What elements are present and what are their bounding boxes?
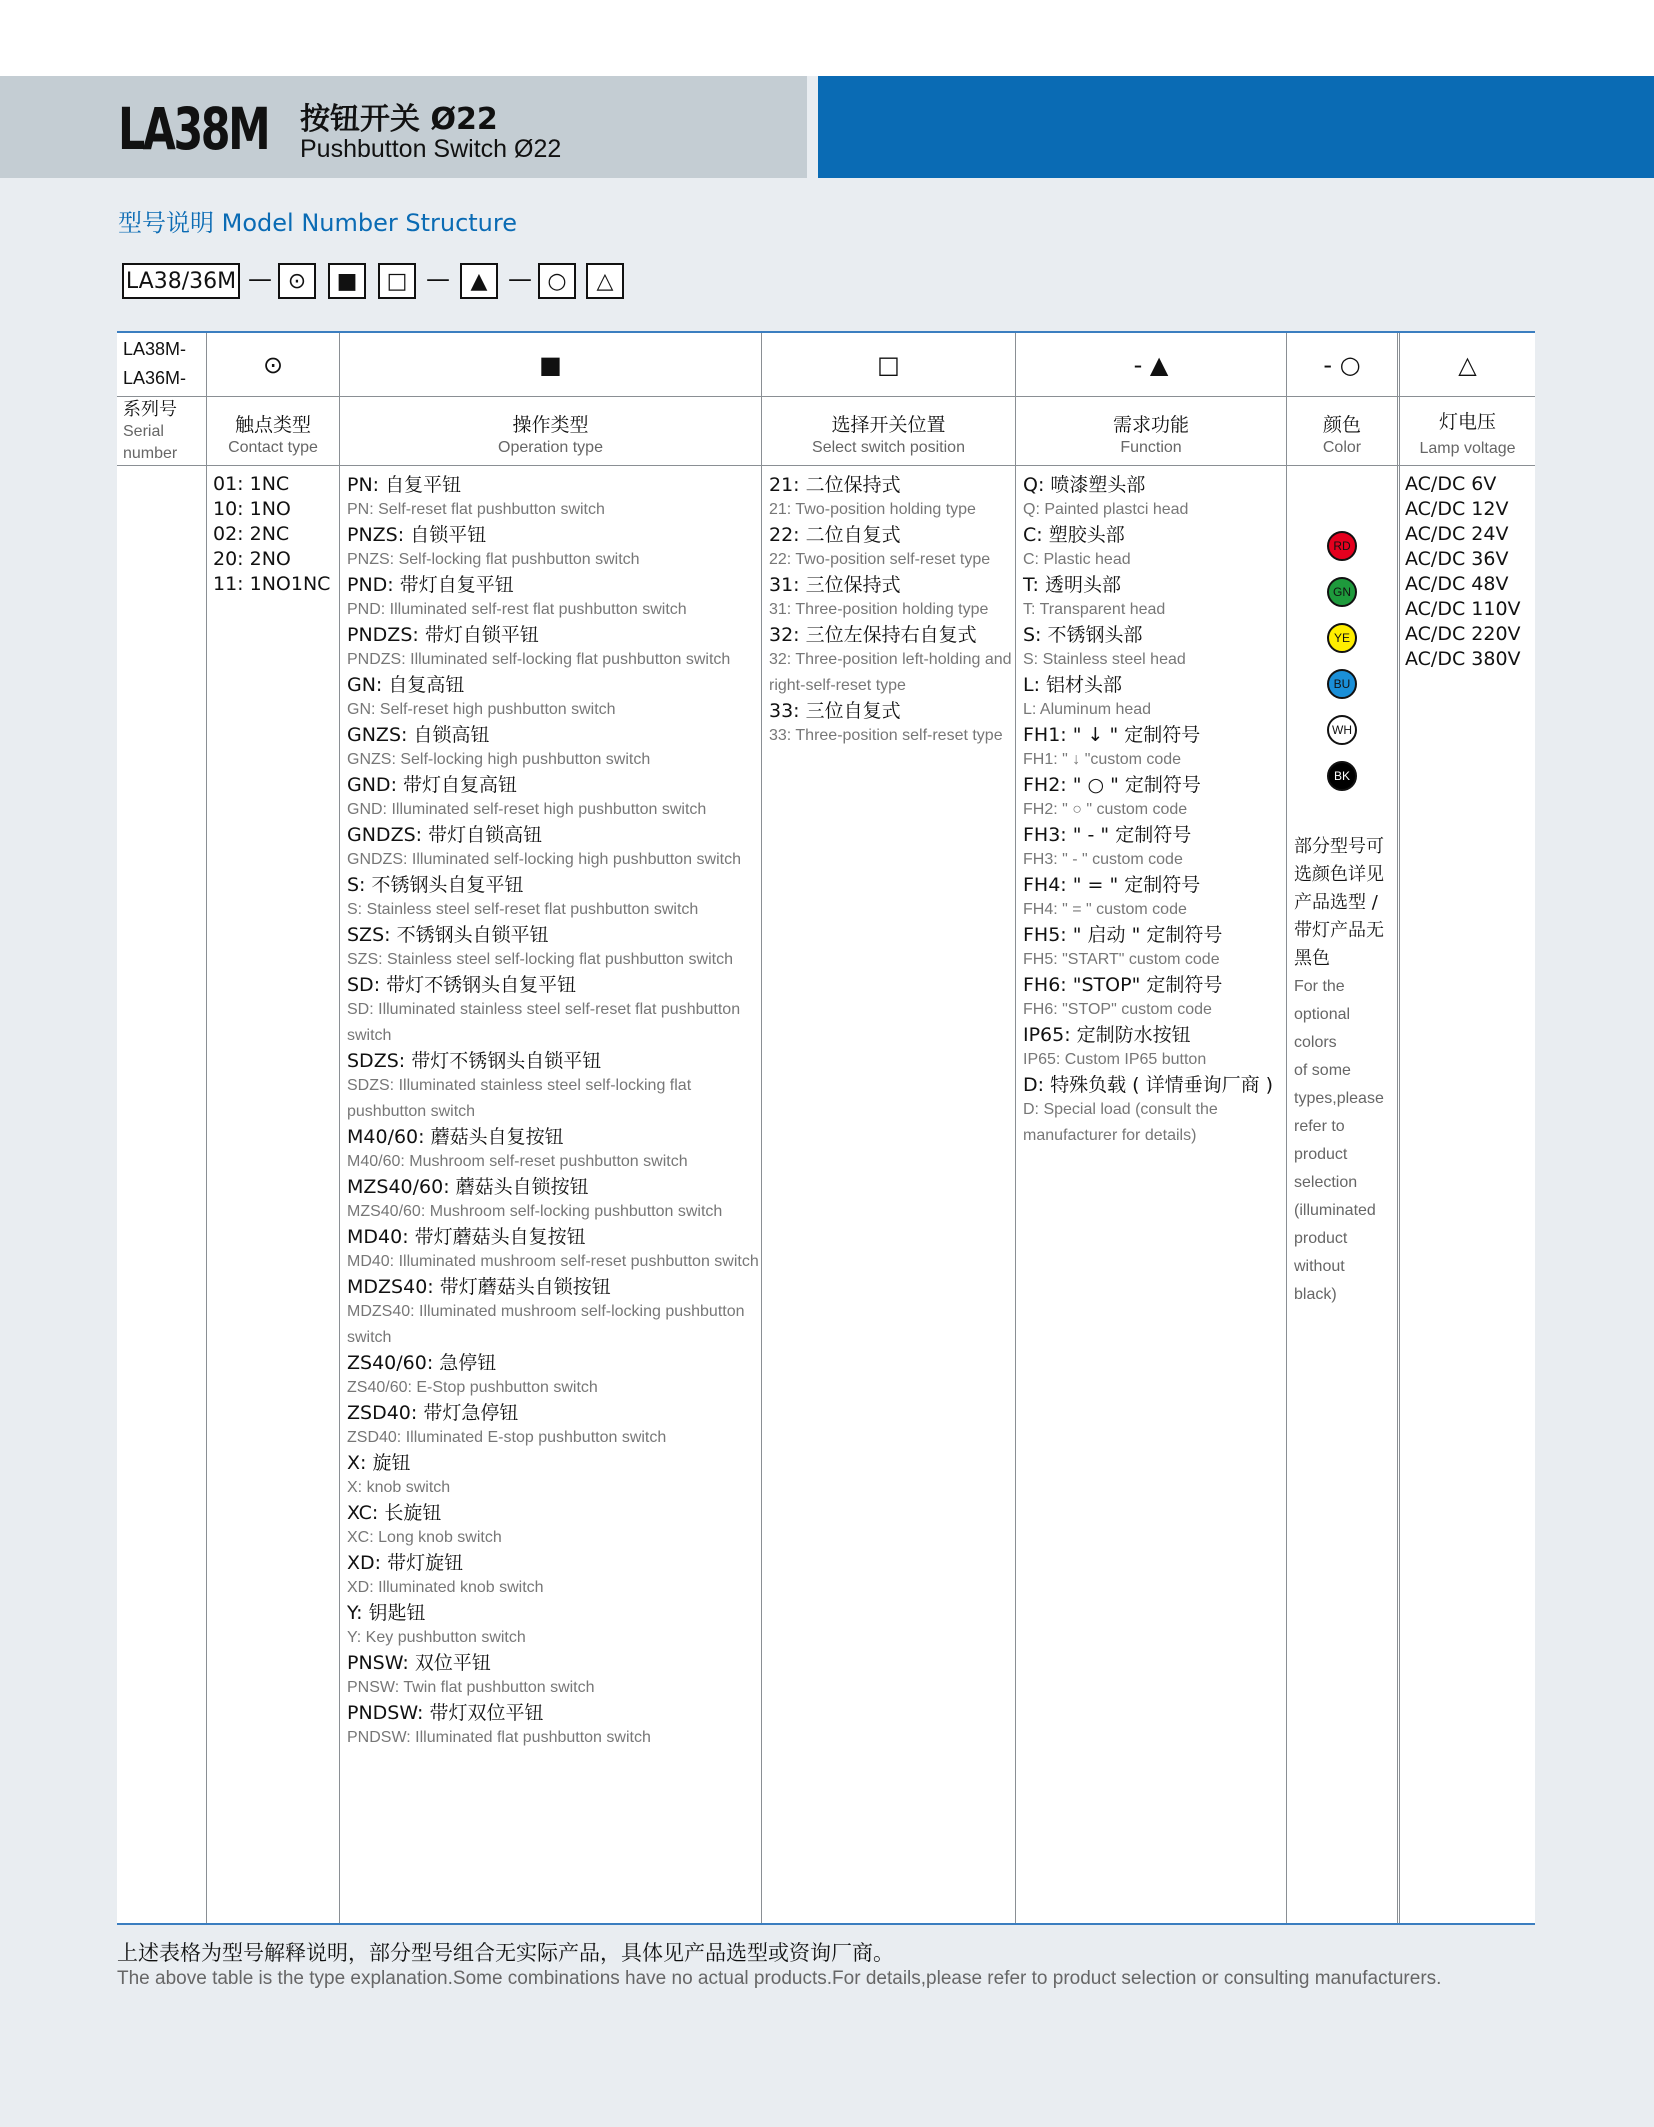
- operation-type-description: GN: Self-reset high pushbutton switch: [347, 701, 616, 718]
- color-note-line: product: [1294, 1230, 1348, 1247]
- switch-position-description: 22: Two-position self-reset type: [769, 551, 991, 568]
- operation-type-description: MDZS40: Illuminated mushroom self-locking pushbutton switch: [347, 1303, 745, 1346]
- series-code: LA38M-: [123, 339, 187, 359]
- contact-type-item: 10: 1NO: [213, 498, 291, 520]
- header-lamp-voltage: 灯电压 Lamp voltage: [1419, 411, 1516, 457]
- contact-type-list: [213, 472, 339, 597]
- top-margin: [0, 0, 1654, 76]
- color-swatch-wh: WH: [1327, 715, 1357, 745]
- color-note-line: optional: [1294, 1006, 1351, 1023]
- function-code: IP65: 定制防水按钮: [1023, 1024, 1191, 1046]
- function-code: FH4: " = " 定制符号: [1023, 874, 1201, 896]
- color-note-line: For the: [1294, 978, 1345, 995]
- switch-position-list: [769, 473, 1015, 749]
- operation-type-code: GNDZS: 带灯自锁高钮: [347, 824, 543, 846]
- color-note-line: 选颜色详见: [1294, 864, 1384, 885]
- operation-type-description: S: Stainless steel self-reset flat pushbutton switch: [347, 901, 699, 918]
- function-code: FH2: " ○ " 定制符号: [1023, 774, 1201, 796]
- operation-type-code: PNZS: 自锁平钮: [347, 524, 487, 546]
- function-code: FH6: "STOP" 定制符号: [1023, 974, 1223, 996]
- function-description: FH4: " = " custom code: [1023, 901, 1187, 918]
- operation-type-code: X: 旋钮: [347, 1452, 411, 1474]
- color-swatch-bk: BK: [1327, 761, 1357, 791]
- operation-type-code: XC: 长旋钮: [347, 1502, 442, 1524]
- color-swatches: [1287, 523, 1397, 823]
- color-note-line: types,please: [1294, 1090, 1384, 1107]
- operation-type-description: PNSW: Twin flat pushbutton switch: [347, 1679, 595, 1696]
- model-number: LA38M: [118, 95, 269, 163]
- color-swatch-rd: RD: [1327, 531, 1357, 561]
- function-code: T: 透明头部: [1023, 574, 1121, 596]
- color-swatch-bu: BU: [1327, 669, 1357, 699]
- switch-position-code: 33: 三位自复式: [769, 700, 901, 722]
- operation-type-code: SD: 带灯不锈钢头自复平钮: [347, 974, 577, 996]
- operation-type-description: GNDZS: Illuminated self-locking high pushbutton switch: [347, 851, 741, 868]
- lamp-voltage-item: AC/DC 220V: [1405, 623, 1521, 645]
- function-code: FH3: " - " 定制符号: [1023, 824, 1192, 846]
- contact-type-item: 01: 1NC: [213, 473, 290, 495]
- header-contact-type: 触点类型 Contact type: [228, 414, 318, 456]
- function-description: D: Special load (consult the manufacturer for details): [1023, 1101, 1218, 1144]
- function-description: T: Transparent head: [1023, 601, 1166, 618]
- operation-type-description: SZS: Stainless steel self-locking flat pushbutton switch: [347, 951, 733, 968]
- switch-position-code: 31: 三位保持式: [769, 574, 901, 596]
- operation-type-description: X: knob switch: [347, 1479, 451, 1496]
- operation-type-code: SZS: 不锈钢头自锁平钮: [347, 924, 549, 946]
- position-symbol: □: [877, 350, 900, 379]
- operation-type-code: S: 不锈钢头自复平钮: [347, 874, 524, 896]
- color-note-line: (illuminated: [1294, 1202, 1376, 1219]
- operation-type-description: MZS40/60: Mushroom self-locking pushbutton switch: [347, 1203, 723, 1220]
- color-note-line: black): [1294, 1286, 1337, 1303]
- contact-type-item: 02: 2NC: [213, 523, 290, 545]
- operation-type-code: Y: 钥匙钮: [347, 1602, 426, 1624]
- operation-type-code: PNDSW: 带灯双位平钮: [347, 1702, 544, 1724]
- operation-type-description: XC: Long knob switch: [347, 1529, 502, 1546]
- operation-type-description: PNDZS: Illuminated self-locking flat pushbutton switch: [347, 651, 731, 668]
- operation-type-description: PND: Illuminated self-rest flat pushbutton switch: [347, 601, 687, 618]
- function-code: C: 塑胶头部: [1023, 524, 1125, 546]
- operation-type-code: ZS40/60: 急停钮: [347, 1352, 497, 1374]
- model-table: [117, 331, 1535, 1925]
- code-operation-box: ■: [328, 263, 366, 299]
- contact-symbol: ⊙: [262, 350, 284, 379]
- header-switch-position: 选择开关位置 Select switch position: [812, 414, 965, 456]
- operation-type-description: PN: Self-reset flat pushbutton switch: [347, 501, 605, 518]
- color-note-line: colors: [1294, 1034, 1337, 1051]
- series-code: LA36M-: [123, 368, 187, 388]
- operation-type-code: PNDZS: 带灯自锁平钮: [347, 624, 539, 646]
- color-note-line: 产品选型 /: [1294, 892, 1378, 913]
- operation-type-code: MDZS40: 带灯蘑菇头自锁按钮: [347, 1276, 611, 1298]
- color-note-line: 黑色: [1294, 948, 1330, 969]
- header-function: 需求功能 Function: [1112, 414, 1189, 456]
- function-code: L: 铝材头部: [1023, 674, 1123, 696]
- operation-type-code: PN: 自复平钮: [347, 474, 462, 496]
- function-code: FH1: " ↓ " 定制符号: [1023, 724, 1201, 746]
- function-description: C: Plastic head: [1023, 551, 1131, 568]
- color-note-line: product: [1294, 1146, 1348, 1163]
- code-prefix-box: LA38/36M: [122, 263, 240, 299]
- operation-type-code: GN: 自复高钮: [347, 674, 465, 696]
- function-code: S: 不锈钢头部: [1023, 624, 1143, 646]
- header-operation-type: 操作类型 Operation type: [498, 414, 603, 456]
- operation-type-description: SD: Illuminated stainless steel self-reset flat pushbutton switch: [347, 1001, 741, 1044]
- code-function-box: ▲: [460, 263, 498, 299]
- lamp-voltage-item: AC/DC 12V: [1405, 498, 1509, 520]
- code-dash: —: [248, 265, 272, 293]
- operation-type-code: MZS40/60: 蘑菇头自锁按钮: [347, 1176, 589, 1198]
- operation-type-description: GND: Illuminated self-reset high pushbutton switch: [347, 801, 707, 818]
- operation-type-description: PNDSW: Illuminated flat pushbutton switch: [347, 1729, 651, 1746]
- lamp-voltage-list: [1405, 472, 1533, 672]
- code-lamp-box: △: [586, 263, 624, 299]
- function-description: FH1: " ↓ "custom code: [1023, 751, 1182, 768]
- code-dash: —: [426, 265, 450, 293]
- function-description: S: Stainless steel head: [1023, 651, 1186, 668]
- function-description: L: Aluminum head: [1023, 701, 1152, 718]
- operation-type-list: [347, 473, 759, 1751]
- lamp-voltage-item: AC/DC 36V: [1405, 548, 1509, 570]
- lamp-symbol: △: [1458, 350, 1477, 379]
- color-swatch-ye: YE: [1327, 623, 1357, 653]
- lamp-voltage-item: AC/DC 110V: [1405, 598, 1521, 620]
- title-english: Pushbutton Switch Ø22: [300, 135, 562, 163]
- operation-type-code: GND: 带灯自复高钮: [347, 774, 518, 796]
- title-chinese: 按钮开关 Ø22: [300, 102, 498, 137]
- operation-type-code: GNZS: 自锁高钮: [347, 724, 490, 746]
- operation-type-description: M40/60: Mushroom self-reset pushbutton switch: [347, 1153, 688, 1170]
- function-code: Q: 喷漆塑头部: [1023, 474, 1146, 496]
- switch-position-code: 22: 二位自复式: [769, 524, 901, 546]
- header-color: 颜色 Color: [1322, 414, 1362, 456]
- color-note: [1294, 833, 1396, 1309]
- contact-type-item: 11: 1NO1NC: [213, 573, 331, 595]
- contact-type-item: 20: 2NO: [213, 548, 291, 570]
- lamp-voltage-item: AC/DC 6V: [1405, 473, 1497, 495]
- color-note-line: selection: [1294, 1174, 1358, 1191]
- operation-type-description: PNZS: Self-locking flat pushbutton switch: [347, 551, 640, 568]
- operation-type-description: Y: Key pushbutton switch: [347, 1629, 526, 1646]
- operation-type-code: M40/60: 蘑菇头自复按钮: [347, 1126, 564, 1148]
- color-note-line: 带灯产品无: [1294, 920, 1384, 941]
- footer-note-english: The above table is the type explanation.Some combinations have no actual products.For details,please refer to product selection or consulting manufacturers.: [117, 1968, 1442, 1989]
- operation-type-code: SDZS: 带灯不锈钢头自锁平钮: [347, 1050, 602, 1072]
- function-description: FH2: " ○ " custom code: [1023, 801, 1188, 818]
- function-description: Q: Painted plastci head: [1023, 501, 1189, 518]
- switch-position-description: 32: Three-position left-holding and right-self-reset type: [769, 651, 1012, 694]
- lamp-voltage-item: AC/DC 48V: [1405, 573, 1509, 595]
- header-series: 系列号 Serial number: [123, 399, 178, 462]
- operation-type-description: SDZS: Illuminated stainless steel self-locking flat pushbutton switch: [347, 1077, 692, 1120]
- function-code: FH5: " 启动 " 定制符号: [1023, 924, 1223, 946]
- operation-type-code: MD40: 带灯蘑菇头自复按钮: [347, 1226, 586, 1248]
- function-description: IP65: Custom IP65 button: [1023, 1051, 1207, 1068]
- code-color-box: ○: [538, 263, 576, 299]
- operation-type-code: PNSW: 双位平钮: [347, 1652, 491, 1674]
- function-description: FH5: "START" custom code: [1023, 951, 1220, 968]
- color-note-line: without: [1294, 1258, 1345, 1275]
- operation-type-code: PND: 带灯自复平钮: [347, 574, 514, 596]
- switch-position-description: 31: Three-position holding type: [769, 601, 989, 618]
- code-dash: —: [508, 265, 532, 293]
- color-note-line: 部分型号可: [1294, 836, 1384, 857]
- function-description: FH3: " - " custom code: [1023, 851, 1183, 868]
- operation-type-description: MD40: Illuminated mushroom self-reset pushbutton switch: [347, 1253, 759, 1270]
- lamp-voltage-item: AC/DC 24V: [1405, 523, 1509, 545]
- color-note-line: refer to: [1294, 1118, 1345, 1135]
- function-list: [1023, 473, 1285, 1149]
- switch-position-description: 21: Two-position holding type: [769, 501, 976, 518]
- color-note-line: of some: [1294, 1062, 1351, 1079]
- operation-type-description: ZS40/60: E-Stop pushbutton switch: [347, 1379, 598, 1396]
- color-symbol: - ○: [1323, 350, 1361, 379]
- operation-symbol: ■: [539, 350, 562, 379]
- header-accent-bar: [818, 76, 1654, 178]
- section-title: 型号说明 Model Number Structure: [118, 209, 517, 237]
- series-codes: [123, 335, 205, 395]
- color-swatch-gn: GN: [1327, 577, 1357, 607]
- function-code: D: 特殊负载 ( 详情垂询厂商 ): [1023, 1074, 1274, 1096]
- switch-position-description: 33: Three-position self-reset type: [769, 727, 1003, 744]
- operation-type-description: GNZS: Self-locking high pushbutton switch: [347, 751, 651, 768]
- switch-position-code: 32: 三位左保持右自复式: [769, 624, 977, 646]
- switch-position-code: 21: 二位保持式: [769, 474, 901, 496]
- footer-note-chinese: 上述表格为型号解释说明，部分型号组合无实际产品，具体见产品选型或资询厂商。: [117, 1941, 894, 1965]
- operation-type-code: XD: 带灯旋钮: [347, 1552, 464, 1574]
- function-description: FH6: "STOP" custom code: [1023, 1001, 1212, 1018]
- lamp-voltage-item: AC/DC 380V: [1405, 648, 1521, 670]
- operation-type-description: XD: Illuminated knob switch: [347, 1579, 544, 1596]
- code-position-box: □: [378, 263, 416, 299]
- operation-type-description: ZSD40: Illuminated E-stop pushbutton switch: [347, 1429, 667, 1446]
- code-contact-box: ⊙: [278, 263, 316, 299]
- function-symbol: - ▲: [1133, 350, 1169, 379]
- operation-type-code: ZSD40: 带灯急停钮: [347, 1402, 519, 1424]
